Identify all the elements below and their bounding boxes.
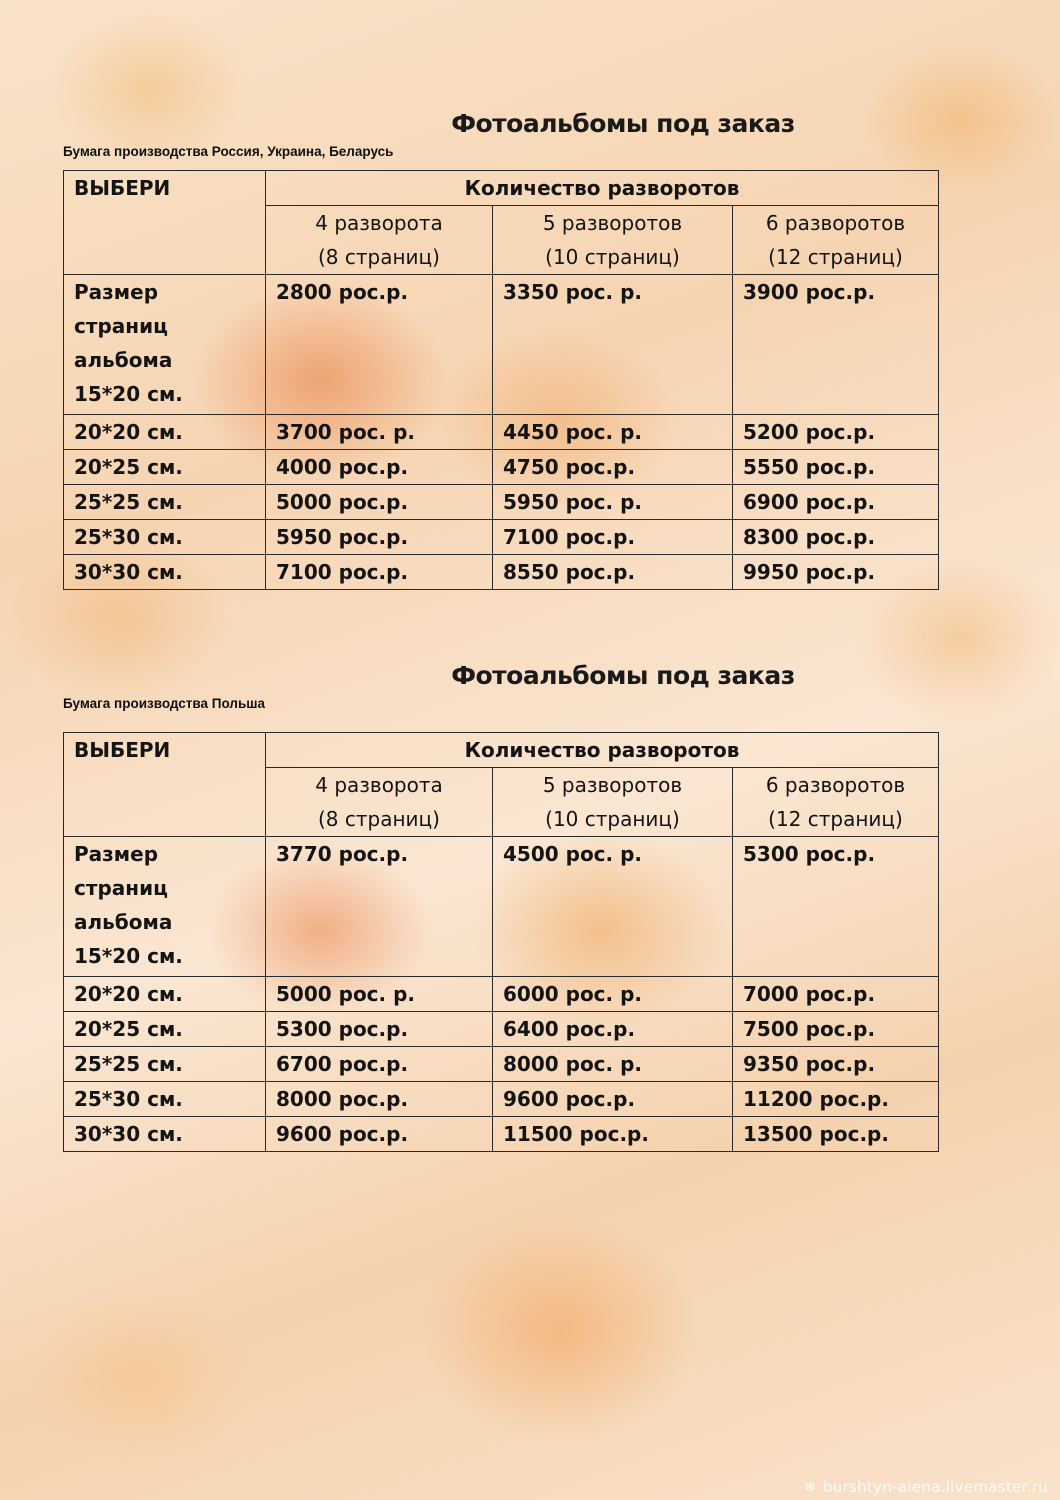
size-cell: 20*20 см.	[64, 977, 266, 1012]
price-cell: 3700 рос. р.	[266, 415, 493, 450]
table-row	[64, 1117, 939, 1152]
column-header: 5 разворотов (10 страниц)	[493, 206, 733, 275]
size-cell: 25*25 см.	[64, 1047, 266, 1082]
size-cell: 20*20 см.	[64, 415, 266, 450]
table-row	[64, 275, 939, 415]
price-cell: 7100 рос.р.	[493, 520, 733, 555]
size-cell: Размер страниц альбома 15*20 см.	[64, 275, 266, 415]
table-header-row	[64, 171, 939, 206]
price-table	[63, 170, 939, 590]
price-section-2	[63, 658, 938, 1152]
section-title: Фотоальбомы под заказ	[451, 109, 795, 138]
price-cell: 9950 рос.р.	[733, 555, 939, 590]
size-cell: 20*25 см.	[64, 1012, 266, 1047]
price-cell: 4450 рос. р.	[493, 415, 733, 450]
table-row	[64, 555, 939, 590]
watermark	[804, 1478, 1048, 1496]
price-cell: 9350 рос.р.	[733, 1047, 939, 1082]
table-row	[64, 977, 939, 1012]
size-cell: Размер страниц альбома 15*20 см.	[64, 837, 266, 977]
section-title: Фотоальбомы под заказ	[451, 661, 795, 690]
price-cell: 7100 рос.р.	[266, 555, 493, 590]
price-cell: 5300 рос.р.	[266, 1012, 493, 1047]
price-cell: 2800 рос.р.	[266, 275, 493, 415]
section-subtitle: Бумага производства Польша	[63, 696, 266, 711]
table-row	[64, 485, 939, 520]
price-cell: 4500 рос. р.	[493, 837, 733, 977]
table-row	[64, 1012, 939, 1047]
size-cell: 25*30 см.	[64, 520, 266, 555]
size-cell: 25*25 см.	[64, 485, 266, 520]
price-section-1	[63, 106, 938, 590]
price-cell: 6900 рос.р.	[733, 485, 939, 520]
price-cell: 4000 рос.р.	[266, 450, 493, 485]
price-cell: 7000 рос.р.	[733, 977, 939, 1012]
price-cell: 5000 рос.р.	[266, 485, 493, 520]
price-table	[63, 732, 939, 1152]
table-row	[64, 520, 939, 555]
header-choose: ВЫБЕРИ	[64, 733, 266, 837]
price-cell: 5550 рос.р.	[733, 450, 939, 485]
column-header: 6 разворотов (12 страниц)	[733, 768, 939, 837]
section-subtitle: Бумага производства Россия, Украина, Беларусь	[63, 144, 394, 159]
price-cell: 4750 рос.р.	[493, 450, 733, 485]
size-cell: 30*30 см.	[64, 1117, 266, 1152]
table-row	[64, 1082, 939, 1117]
price-cell: 5950 рос. р.	[493, 485, 733, 520]
price-cell: 9600 рос.р.	[266, 1117, 493, 1152]
price-cell: 5300 рос.р.	[733, 837, 939, 977]
table-row	[64, 450, 939, 485]
price-cell: 5000 рос. р.	[266, 977, 493, 1012]
column-header: 5 разворотов (10 страниц)	[493, 768, 733, 837]
price-cell: 7500 рос.р.	[733, 1012, 939, 1047]
price-cell: 13500 рос.р.	[733, 1117, 939, 1152]
price-cell: 5950 рос.р.	[266, 520, 493, 555]
price-cell: 8300 рос.р.	[733, 520, 939, 555]
price-cell: 5200 рос.р.	[733, 415, 939, 450]
price-cell: 6700 рос.р.	[266, 1047, 493, 1082]
price-cell: 11500 рос.р.	[493, 1117, 733, 1152]
price-cell: 3770 рос.р.	[266, 837, 493, 977]
table-row	[64, 837, 939, 977]
size-cell: 30*30 см.	[64, 555, 266, 590]
snowflake-icon: ❄	[804, 1478, 817, 1496]
column-header: 6 разворотов (12 страниц)	[733, 206, 939, 275]
column-header: 4 разворота (8 страниц)	[266, 206, 493, 275]
watermark-text: burshtyn-alena.livemaster.ru	[822, 1478, 1048, 1496]
price-cell: 6000 рос. р.	[493, 977, 733, 1012]
size-cell: 20*25 см.	[64, 450, 266, 485]
size-cell: 25*30 см.	[64, 1082, 266, 1117]
column-header: 4 разворота (8 страниц)	[266, 768, 493, 837]
price-cell: 3350 рос. р.	[493, 275, 733, 415]
price-cell: 6400 рос.р.	[493, 1012, 733, 1047]
price-cell: 11200 рос.р.	[733, 1082, 939, 1117]
header-group: Количество разворотов	[266, 733, 939, 768]
table-row	[64, 1047, 939, 1082]
header-group: Количество разворотов	[266, 171, 939, 206]
price-cell: 9600 рос.р.	[493, 1082, 733, 1117]
price-cell: 3900 рос.р.	[733, 275, 939, 415]
price-cell: 8000 рос.р.	[266, 1082, 493, 1117]
table-row	[64, 415, 939, 450]
table-header-row	[64, 733, 939, 768]
price-cell: 8000 рос. р.	[493, 1047, 733, 1082]
price-cell: 8550 рос.р.	[493, 555, 733, 590]
header-choose: ВЫБЕРИ	[64, 171, 266, 275]
